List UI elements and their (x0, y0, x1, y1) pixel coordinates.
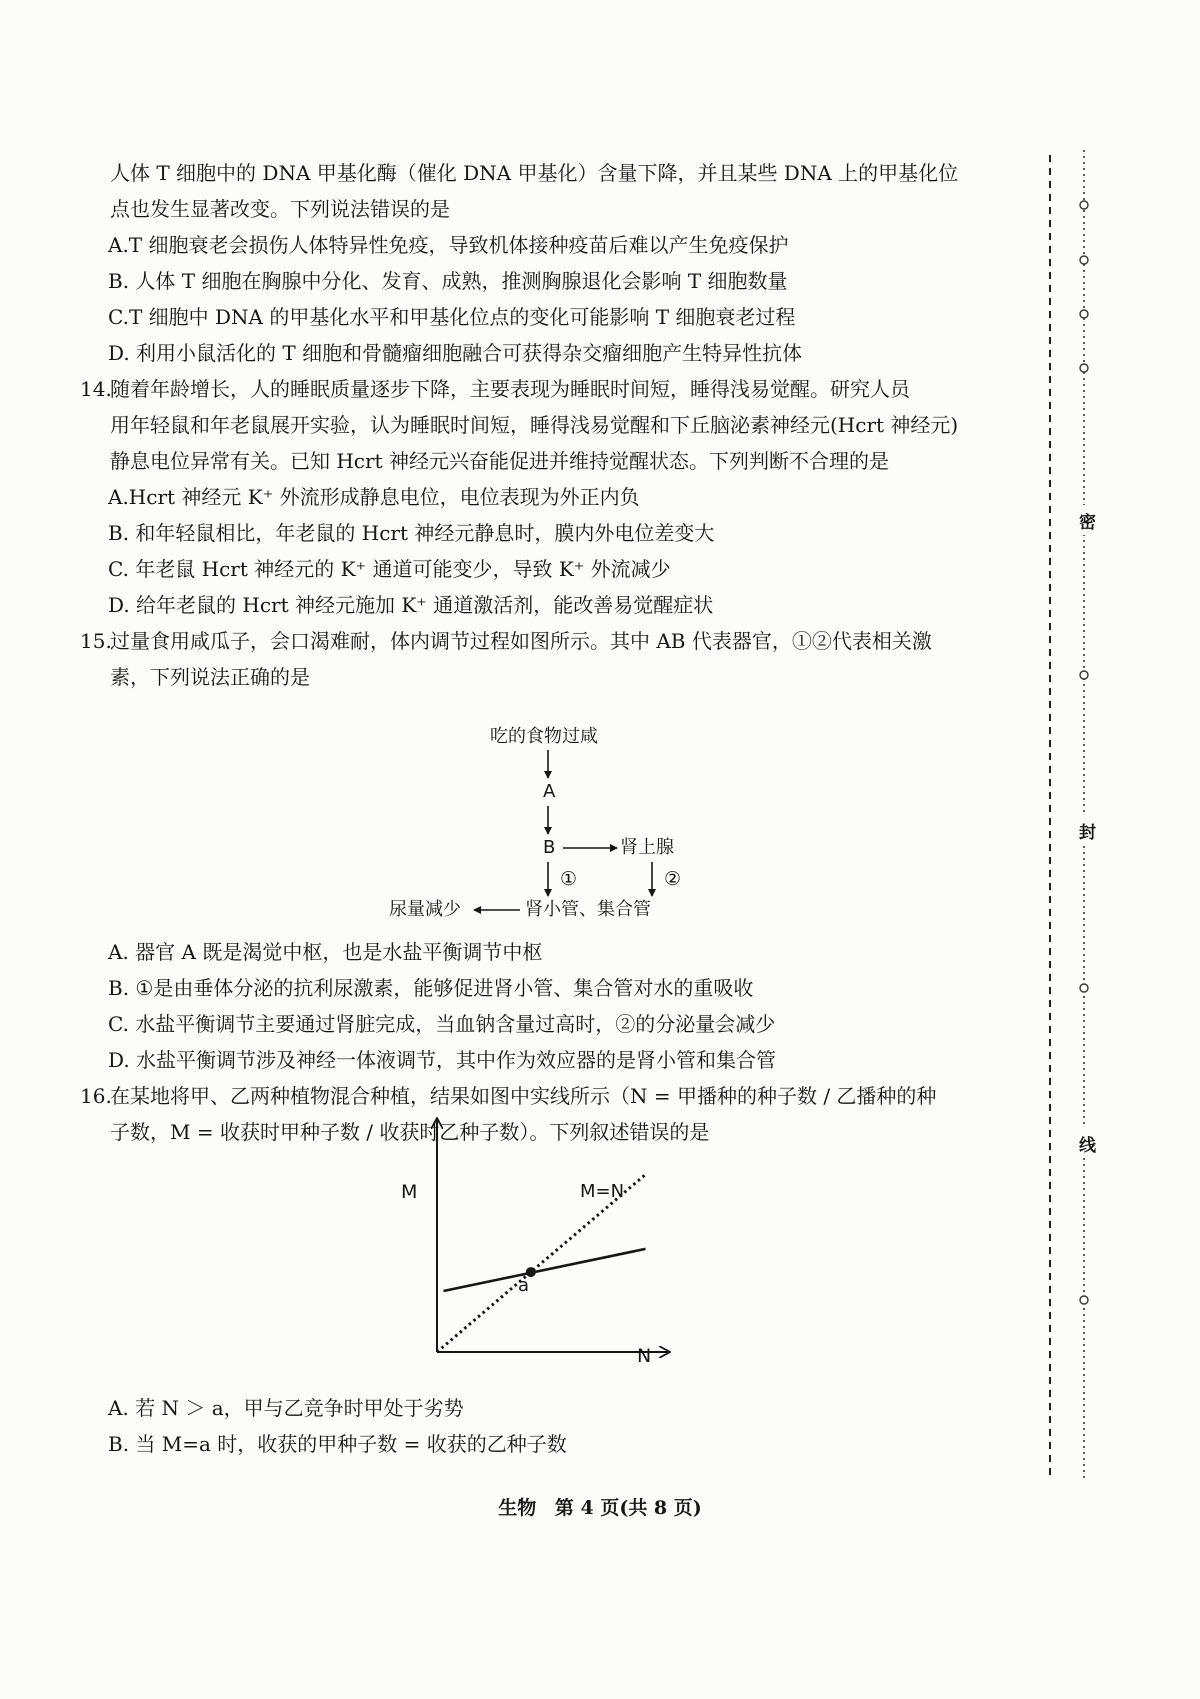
q15-number: 15. (80, 629, 112, 653)
diagram-food-label: 吃的食物过咸 (490, 726, 598, 747)
diagram-tubule-label: 肾小管、集合管 (525, 899, 651, 920)
q14-option-b: B. 和年轻鼠相比，年老鼠的 Hcrt 神经元静息时，膜内外电位差变大 (108, 521, 715, 545)
q16-option-b: B. 当 M=a 时，收获的甲种子数 = 收获的乙种子数 (108, 1432, 567, 1456)
q15-option-c: C. 水盐平衡调节主要通过肾脏完成，当血钠含量过高时，②的分泌量会减少 (108, 1012, 776, 1036)
q16-stem-line-2: 子数，M = 收获时甲种子数 / 收获时乙种子数）。下列叙述错误的是 (110, 1120, 710, 1144)
seal-char-mi: 密 (1079, 513, 1096, 533)
seal-char-xian: 线 (1079, 1136, 1096, 1156)
q13-stem-line-2: 点也发生显著改变。下列说法错误的是 (110, 197, 450, 221)
diagram-organ-b: B (543, 837, 556, 858)
q13-option-c: C.T 细胞中 DNA 的甲基化水平和甲基化位点的变化可能影响 T 细胞衰老过程 (108, 305, 796, 329)
seal-dot (1080, 310, 1088, 318)
seal-dot (1080, 256, 1088, 264)
q14-stem-line-1: 随着年龄增长，人的睡眠质量逐步下降，主要表现为睡眠时间短，睡得浅易觉醒。研究人员 (110, 377, 910, 401)
chart-point-label-a: a (518, 1275, 530, 1296)
footer-subject: 生物 (498, 1497, 537, 1519)
q16-number: 16. (80, 1084, 112, 1108)
q14-option-a: A.Hcrt 神经元 K⁺ 外流形成静息电位，电位表现为外正内负 (108, 485, 640, 509)
footer-page-number: 第 4 页(共 8 页) (554, 1497, 702, 1519)
q15-option-a: A. 器官 A 既是渴觉中枢，也是水盐平衡调节中枢 (108, 940, 543, 964)
diagram-adrenal-label: 肾上腺 (620, 837, 674, 858)
diagram-urine-label: 尿量减少 (389, 899, 461, 920)
q14-number: 14. (80, 377, 112, 401)
q13-option-b: B. 人体 T 细胞在胸腺中分化、发育、成熟，推测胸腺退化会影响 T 细胞数量 (108, 269, 788, 293)
q15-stem-line-2: 素，下列说法正确的是 (110, 665, 310, 689)
q14-stem-line-3: 静息电位异常有关。已知 Hcrt 神经元兴奋能促进并维持觉醒状态。下列判断不合理的是 (110, 449, 889, 473)
q13-option-a: A.T 细胞衰老会损伤人体特异性免疫，导致机体接种疫苗后难以产生免疫保护 (108, 233, 789, 257)
q13-stem-line-1: 人体 T 细胞中的 DNA 甲基化酶（催化 DNA 甲基化）含量下降，并且某些 DNA 上的甲基化位 (110, 161, 959, 185)
chart-y-axis-label: M (401, 1181, 418, 1203)
q16-option-a: A. 若 N ＞ a，甲与乙竞争时甲处于劣势 (108, 1396, 464, 1420)
q15-option-d: D. 水盐平衡调节涉及神经一体液调节，其中作为效应器的是肾小管和集合管 (108, 1048, 777, 1072)
seal-dot (1080, 671, 1088, 679)
q14-stem-line-2: 用年轻鼠和年老鼠展开实验，认为睡眠时间短，睡得浅易觉醒和下丘脑泌素神经元(Hcrt 神经元) (110, 413, 959, 437)
q14-option-d: D. 给年老鼠的 Hcrt 神经元施加 K⁺ 通道激活剂，能改善易觉醒症状 (108, 593, 714, 617)
seal-dot (1080, 364, 1088, 372)
q15-stem-line-1: 过量食用咸瓜子，会口渴难耐，体内调节过程如图所示。其中 AB 代表器官，①②代表相关激 (110, 629, 932, 653)
seal-dot (1080, 984, 1088, 992)
chart-x-axis-label: N (637, 1345, 652, 1367)
q14-option-c: C. 年老鼠 Hcrt 神经元的 K⁺ 通道可能变少，导致 K⁺ 外流减少 (108, 557, 671, 581)
seal-dot (1080, 1296, 1088, 1304)
q16-stem-line-1: 在某地将甲、乙两种植物混合种植，结果如图中实线所示（N = 甲播种的种子数 / 乙播种的种 (110, 1084, 937, 1108)
diagram-hormone-2: ② (664, 868, 682, 890)
diagram-organ-a: A (543, 781, 556, 802)
seal-char-feng: 封 (1079, 823, 1096, 843)
q15-option-b: B. ①是由垂体分泌的抗利尿激素，能够促进肾小管、集合管对水的重吸收 (108, 976, 754, 1000)
q13-option-d: D. 利用小鼠活化的 T 细胞和骨髓瘤细胞融合可获得杂交瘤细胞产生特异性抗体 (108, 341, 803, 365)
chart-series-label-m-equals-n: M=N (580, 1181, 625, 1202)
diagram-hormone-1: ① (560, 868, 578, 890)
seal-dot (1080, 201, 1088, 209)
